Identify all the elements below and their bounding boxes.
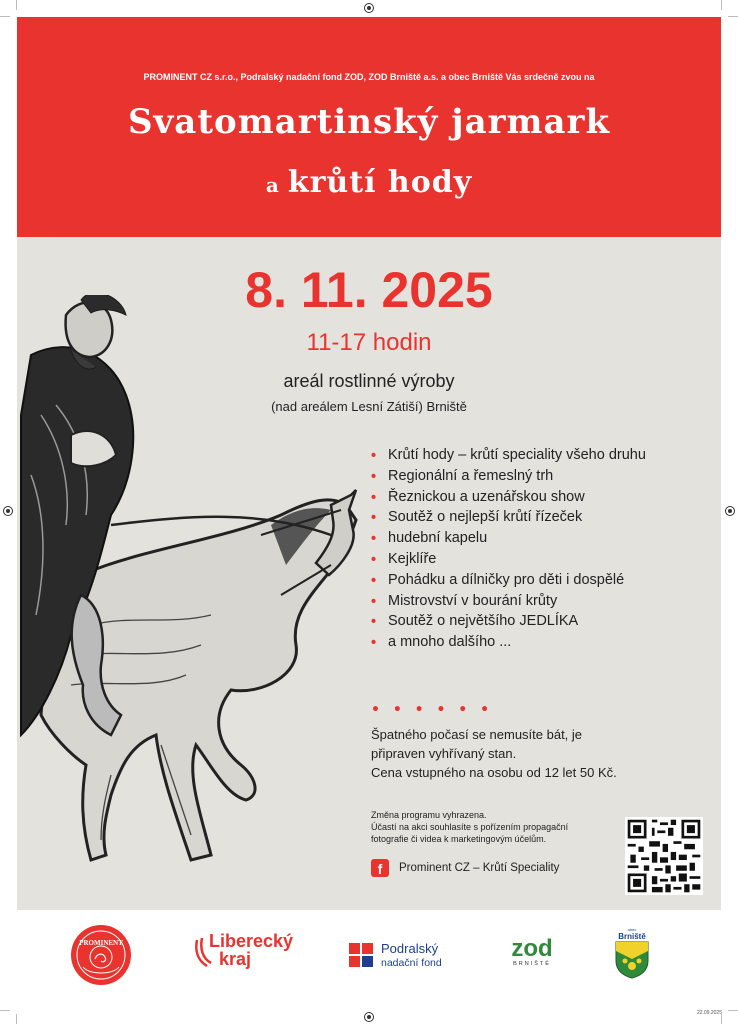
event-hours: 11-17 hodin [306,329,432,356]
liberecky-kraj-logo [193,932,293,982]
event-date: 8. 11. 2025 [245,262,493,318]
podralsky-squares-icon [349,943,373,967]
crop-mark [728,1010,738,1011]
facebook-icon: f [371,859,389,877]
program-list [371,447,646,655]
bullet-icon: • [371,531,377,548]
bullet-icon: • [371,614,377,631]
bullet-icon: • [371,635,377,652]
crop-mark [0,16,10,17]
title-subtitle: krůtí hody [287,165,473,200]
bullet-icon: • [371,468,377,485]
note-line: fotografie či videa k marketingovým účelům. [371,834,547,844]
zod-subtext: BRNIŠTĚ [513,961,551,967]
bullet-icon: • [371,448,377,464]
program-item: • Krůtí hody – krůtí speciality všeho druhu [371,447,646,464]
program-item: • Soutěž o největšího JEDLÍKA [371,613,579,631]
kraj-text: kraj [219,949,252,969]
brniste-shield-icon [615,941,649,979]
program-item: • hudební kapelu [371,530,488,548]
crop-mark [728,16,738,17]
header-banner [17,17,721,237]
registration-mark [725,506,735,516]
program-item: • Regionální a řemeslný trh [371,467,554,485]
bullet-icon: • [371,510,377,527]
program-item: • Mistrovství v bourání krůty [371,592,558,610]
crop-mark [16,0,17,10]
facebook-link[interactable] [371,859,559,877]
program-item: • Kejklíře [371,550,437,568]
prominent-logo [69,923,133,987]
qr-code[interactable] [625,817,703,895]
registration-mark [364,1012,374,1022]
prominent-text: PROMINENT [79,939,123,947]
event-title-line1: Svatomartinský jarmark [128,102,610,142]
registration-mark [3,506,13,516]
disclaimer-notes [371,809,568,845]
podralsky-text: Podralský [381,941,439,956]
event-title-line2 [17,165,721,200]
weather-line: Špatného počasí se nemusíte bát, je [371,727,583,742]
registration-mark [364,3,374,13]
main-panel [17,237,721,910]
price-line: Cena vstupného na osobu od 12 let 50 Kč. [371,765,617,780]
program-item: • Řeznickou a uzenářskou show [371,488,585,506]
print-date: 22.09.2025 [696,1010,722,1016]
program-item: • Soutěž o nejlepší krůtí řízeček [371,509,583,527]
decorative-dots: • • • • • • [371,702,494,718]
title-conjunction: a [265,173,280,197]
sponsor-footer [17,910,721,1010]
weather-info [371,725,671,782]
facebook-label: Prominent CZ – Krůtí Speciality [399,862,560,874]
crop-mark [0,1010,10,1011]
podralsky-logo [349,942,459,982]
note-line: Změna programu vyhrazena. [371,810,487,820]
invitation-text: PROMINENT CZ s.r.o., Podralský nadační fond ZOD, ZOD Brniště a.s. a obec Brniště Vás srdečně zvou na [143,72,595,82]
zod-logo [502,937,562,977]
bullet-icon: • [371,551,377,568]
nadacni-fond-text: nadační fond [381,957,442,969]
program-item: • Pohádku a dílničky pro děti i dospělé [371,571,625,589]
weather-line: připraven vyhřívaný stan. [371,746,517,761]
bullet-icon: • [371,572,377,589]
event-venue: areál rostlinné výroby [283,371,455,391]
event-venue-detail: (nad areálem Lesní Zátiší) Brniště [271,399,467,414]
crop-mark [16,1014,17,1024]
obec-text: obec [627,927,637,932]
zod-text: zod [511,935,553,962]
liberecky-text: Liberecký [209,931,294,951]
brniste-logo [607,928,657,988]
note-line: Účastí na akci souhlasíte s pořízením propagační [371,822,569,832]
bullet-icon: • [371,593,377,610]
brniste-text: Brniště [618,932,646,941]
program-item: • a mnoho dalšího ... [371,634,512,652]
crop-mark [721,0,722,10]
bullet-icon: • [371,489,377,506]
